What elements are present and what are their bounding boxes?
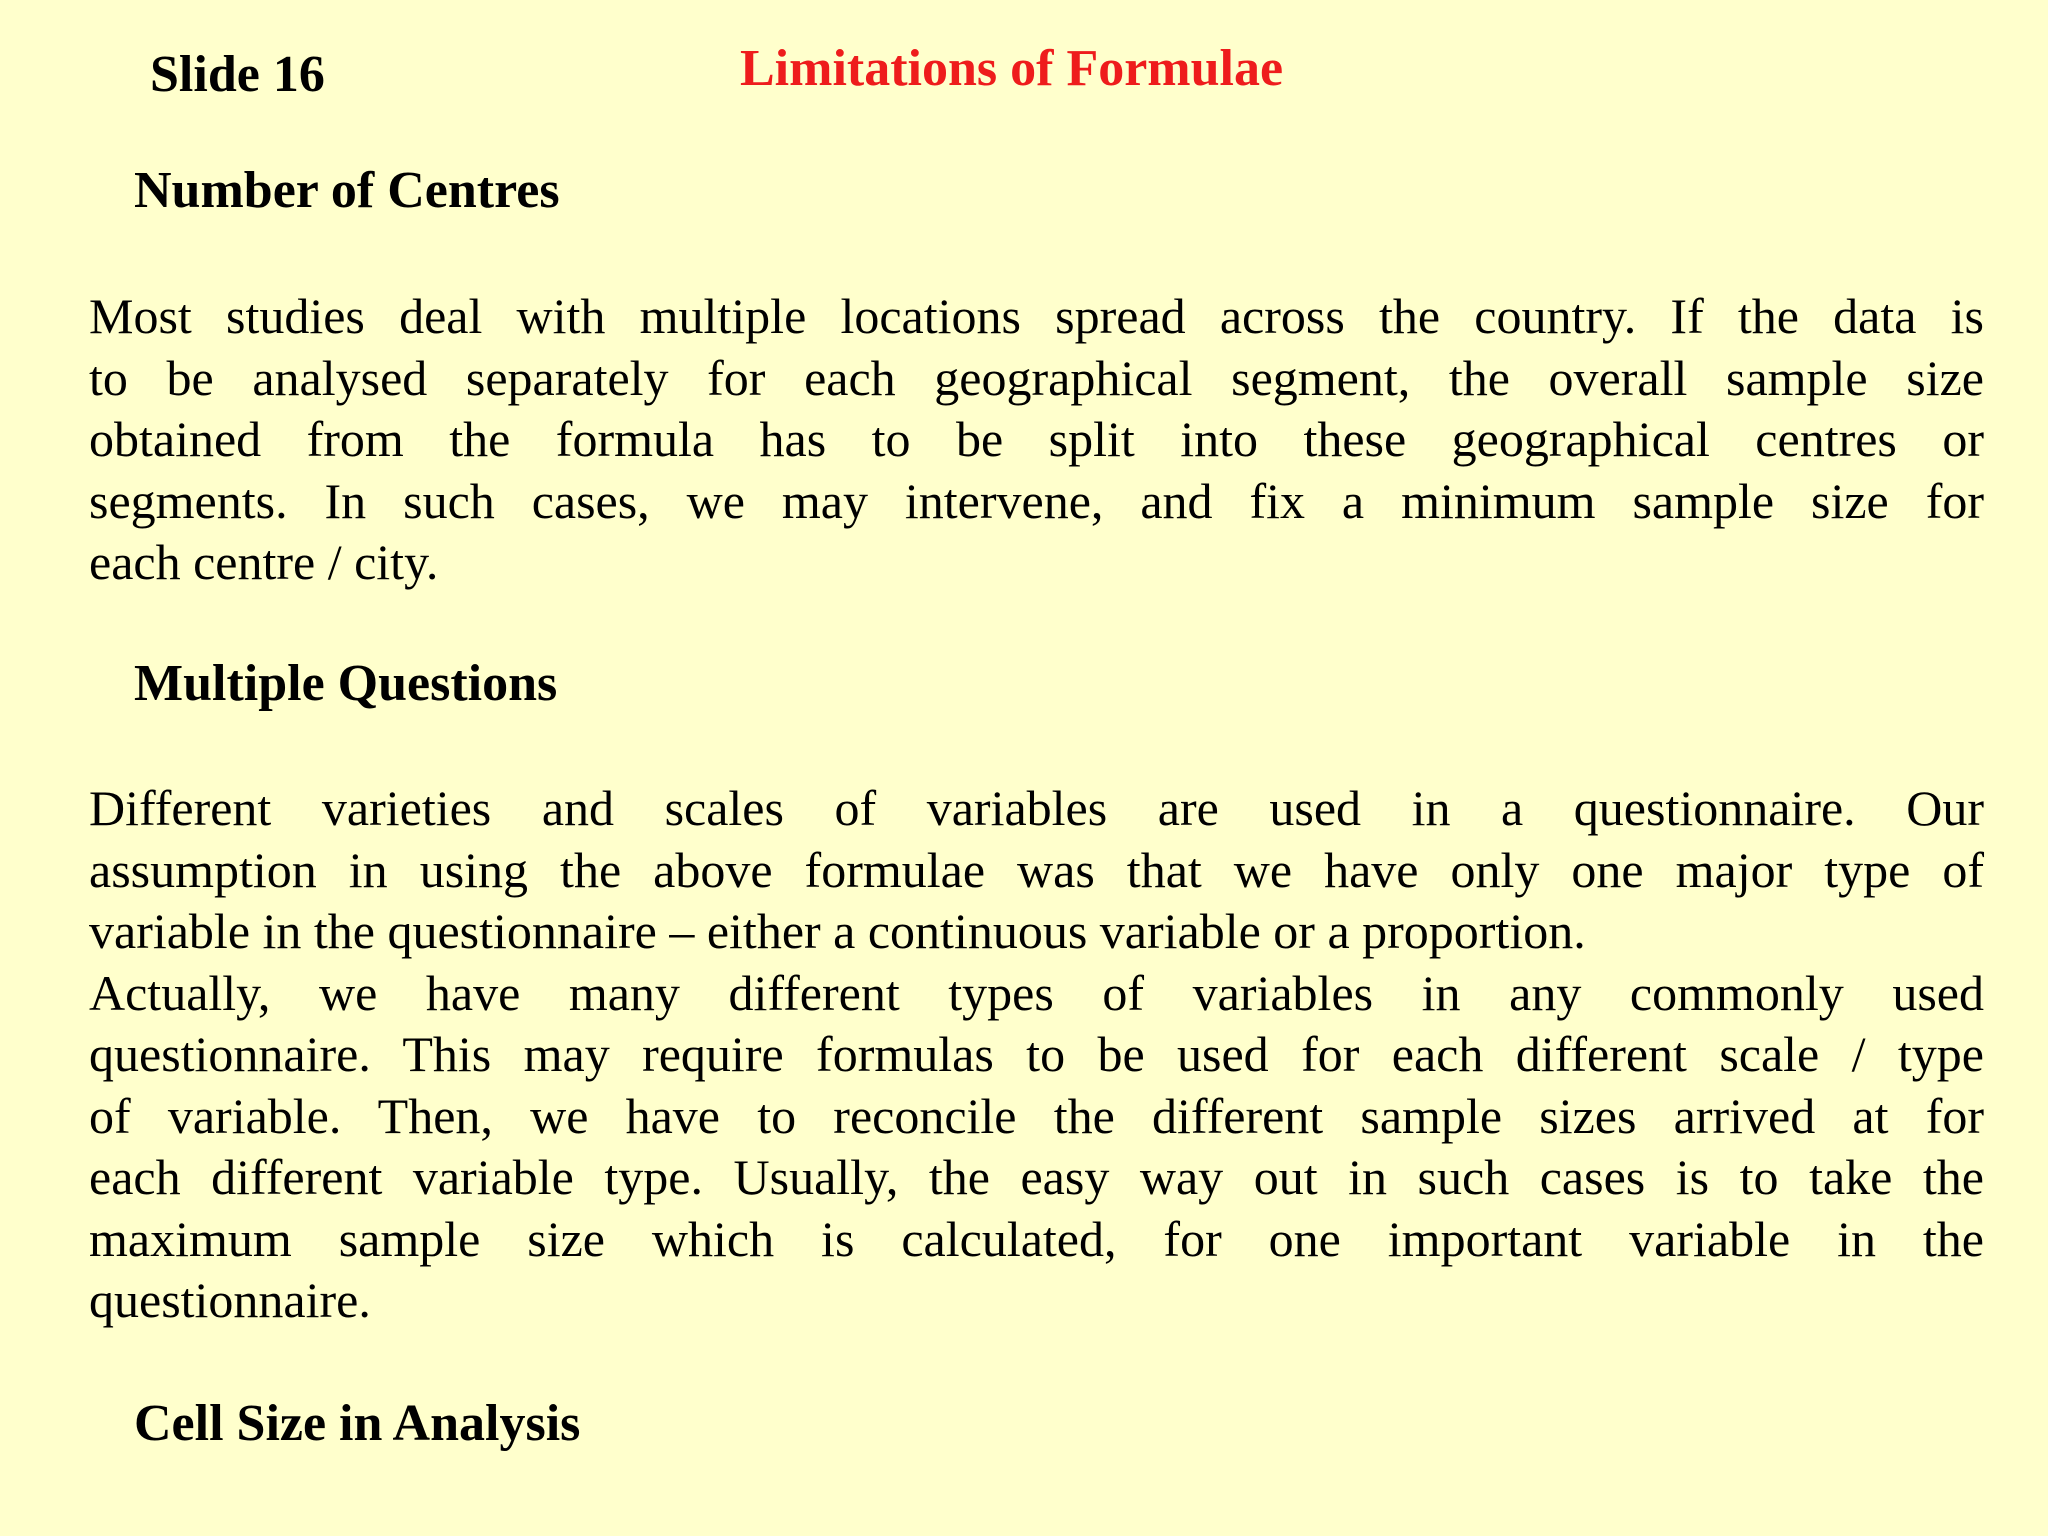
slide-label: Slide 16 [150,46,325,103]
paragraph-number-of-centres [89,286,1984,594]
paragraph-line: to be analysed separately for each geographical segment, the overall sample size [89,349,1984,406]
section-heading-number-of-centres: Number of Centres [134,162,560,219]
paragraph-line: questionnaire. [89,1272,371,1328]
paragraph-line: maximum sample size which is calculated, for one important variable in the [89,1210,1984,1267]
paragraph-line: variable in the questionnaire – either a continuous variable or a proportion. [89,903,1586,959]
slide-title: Limitations of Formulae [740,40,1284,97]
paragraph-line: segments. In such cases, we may intervene, and fix a minimum sample size for [89,472,1984,529]
section-heading-multiple-questions: Multiple Questions [134,655,558,712]
section-heading-cell-size-in-analysis: Cell Size in Analysis [134,1395,581,1452]
paragraph-line: of variable. Then, we have to reconcile the different sample sizes arrived at for [89,1087,1984,1144]
paragraph-line: obtained from the formula has to be split into these geographical centres or [89,411,1984,467]
paragraph-line: each centre / city. [89,534,439,590]
paragraph-line: questionnaire. This may require formulas to be used for each different scale / type [89,1026,1984,1082]
paragraph-line: Most studies deal with multiple locations spread across the country. If the data is [89,288,1984,344]
paragraph-multiple-questions [89,778,1984,1332]
paragraph-line: Actually, we have many different types of variables in any commonly used [89,964,1984,1021]
paragraph-line: Different varieties and scales of variables are used in a questionnaire. Our [89,780,1984,836]
paragraph-line: each different variable type. Usually, the easy way out in such cases is to take the [89,1149,1984,1205]
paragraph-line: assumption in using the above formulae was that we have only one major type of [89,841,1984,898]
